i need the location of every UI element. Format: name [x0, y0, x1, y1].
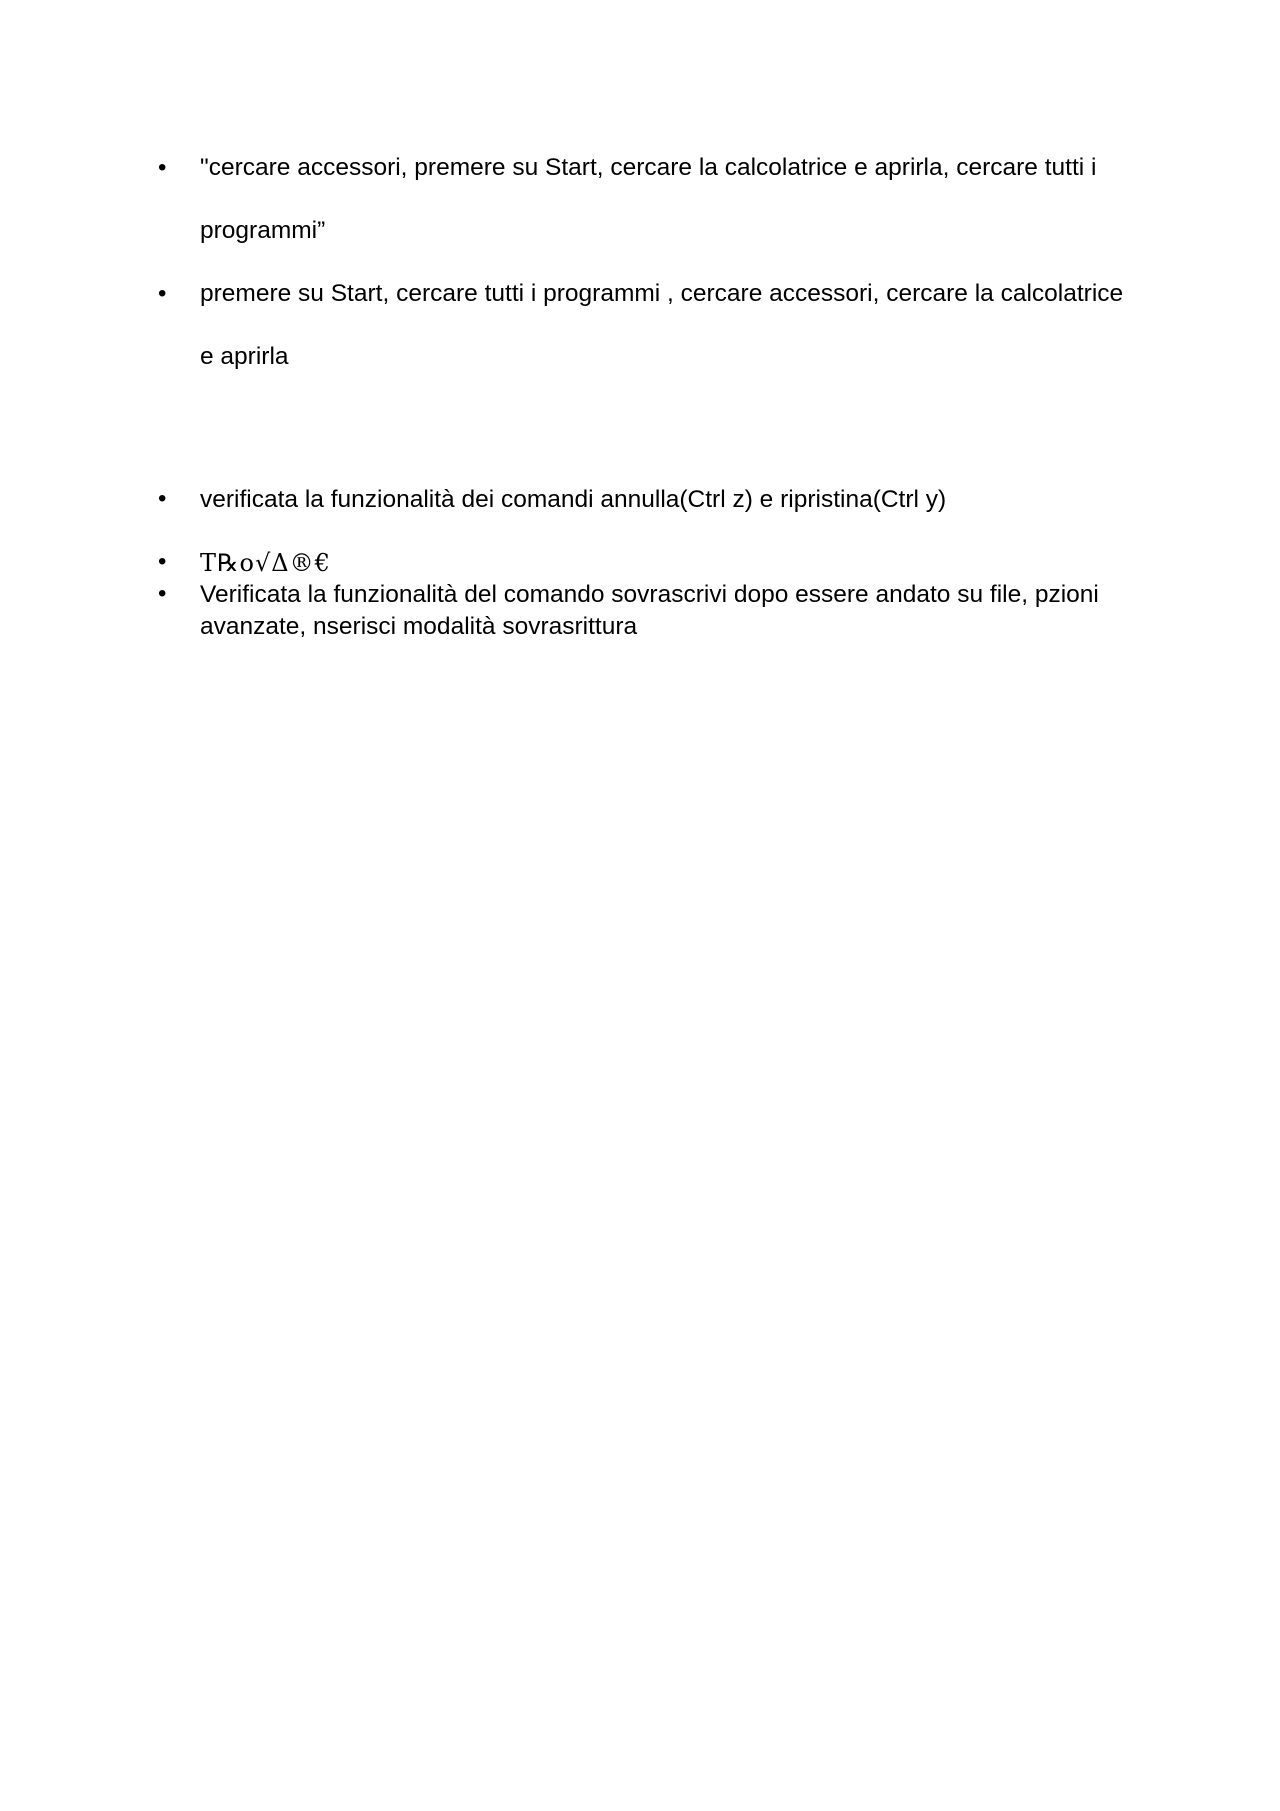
list-item-text: Verificata la funzionalità del comando sovrascrivi dopo essere andato su file, pzioni avanzate, nserisci modalità sovrasrittura — [200, 581, 1099, 640]
bullet-glyph: • — [158, 580, 167, 607]
bullet-glyph: • — [158, 154, 167, 181]
list-item-text: "cercare accessori, premere su Start, cercare la calcolatrice e aprirla, cercare tutti i programmi” — [200, 154, 1097, 244]
list-item-text: verificata la funzionalità dei comandi annulla(Ctrl z) e ripristina(Ctrl y) — [200, 486, 947, 513]
list-item-text: premere su Start, cercare tutti i programmi , cercare accessori, cercare la calcolatrice e aprirla — [200, 280, 1124, 370]
bullet-glyph: • — [158, 485, 167, 512]
bullet-glyph: • — [158, 280, 167, 307]
symbol-text: T℞o√Δ®€ — [200, 549, 331, 577]
bullet-glyph: • — [158, 548, 167, 575]
